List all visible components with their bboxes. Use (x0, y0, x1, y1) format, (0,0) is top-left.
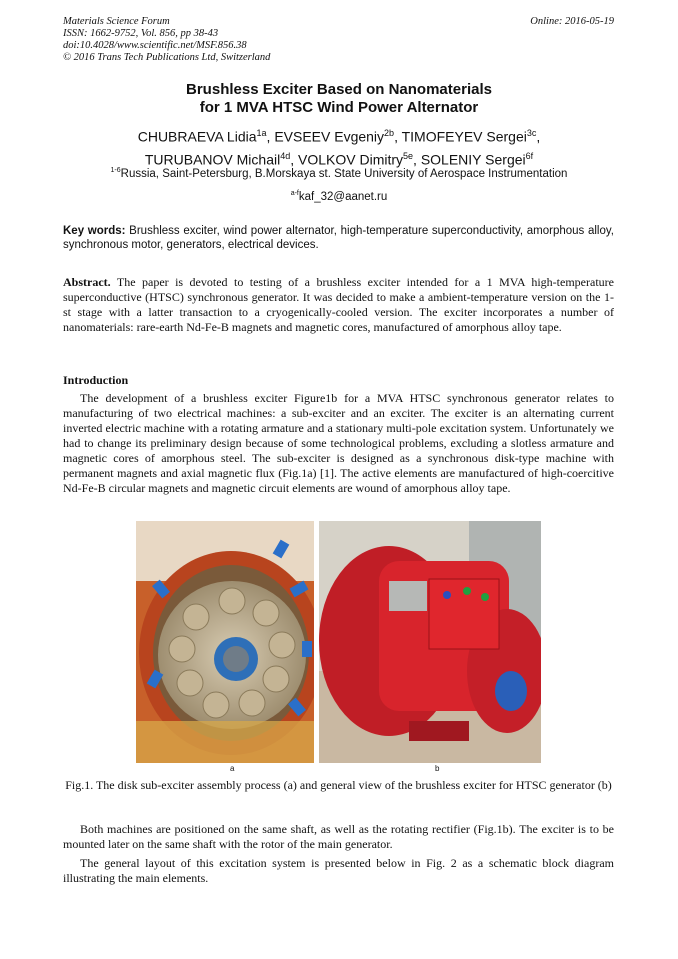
author-sup: 1a (256, 128, 267, 138)
figure-1a-photo (136, 521, 314, 763)
affiliation-sup: 1-6 (110, 167, 121, 174)
author-sup: 4d (280, 150, 291, 161)
author-name: SOLENIY Sergei (420, 151, 526, 168)
author-sep: , (536, 128, 541, 145)
affiliation-text: Russia, Saint-Petersburg, B.Morskaya st. State University of Aerospace Instrumentation (120, 167, 568, 180)
shaft-coupling (495, 671, 527, 711)
author-name: EVSEEV Evgeniy (274, 128, 385, 145)
title-line-1: Brushless Exciter Based on Nanomaterials (186, 81, 492, 98)
keywords-text: Brushless exciter, wind power alternator, high-temperature superconductivity, amorphous alloy, synchronous motor, generators, electrical devices. (63, 225, 614, 251)
email-sup: a-f (290, 190, 299, 197)
author-name: TIMOFEYEV Sergei (401, 128, 527, 145)
abstract-text: The paper is devoted to testing of a brushless exciter intended for a 1 MVA high-temperature superconductive (HTSC) synchronous generator. It was decided to make a ambient-temperature version on the 1-st stage with a latter transaction to a cryogenically-cooled version. The exciter incorporates a number of nanomaterials: rare-earth Nd-Fe-B magnets and magnetic cores, manufactured of amorphous alloy tape. (63, 275, 614, 334)
title-line-2: for 1 MVA HTSC Wind Power Alternator (199, 99, 479, 116)
figure-1b-photo (319, 521, 541, 763)
paper-title (0, 81, 678, 117)
author-line-2 (0, 147, 678, 170)
author-sep: , (266, 128, 275, 145)
online-date: Online: 2016-05-19 (530, 16, 614, 27)
author-sep: , (290, 151, 299, 168)
author-name: VOLKOV Dimitry (298, 151, 404, 168)
foreground-parts (136, 721, 314, 763)
author-sep: , (394, 128, 402, 145)
journal-name: Materials Science Forum (63, 16, 170, 27)
author-sep: , (413, 151, 421, 168)
motor-base (409, 721, 469, 741)
author-name: CHUBRAEVA Lidia (137, 128, 257, 145)
author-sup: 5e (403, 150, 414, 161)
author-list (0, 124, 678, 169)
affiliation (0, 167, 678, 180)
author-sup: 2b (384, 128, 395, 138)
connector-box (389, 581, 427, 611)
figure-label-b: b (435, 764, 440, 773)
shaft (223, 646, 249, 672)
section-heading: Introduction (63, 373, 129, 387)
keywords-label: Key words: (63, 225, 126, 237)
author-line-1 (0, 124, 678, 147)
intro-paragraph-3: The general layout of this excitation system is presented below in Fig. 2 as a schematic block diagram illustrating the main elements. (63, 856, 614, 885)
keywords (63, 224, 614, 252)
figure-label-a: a (230, 764, 235, 773)
issn: ISSN: 1662-9752, Vol. 856, pp 38-43 (63, 28, 219, 39)
abstract (63, 275, 614, 335)
doi: doi:10.4028/www.scientific.net/MSF.856.38 (63, 40, 247, 51)
figure-caption: Fig.1. The disk sub-exciter assembly process (a) and general view of the brushless exciter for HTSC generator (b) (65, 778, 612, 792)
journal-header (63, 16, 270, 64)
intro-paragraph-2: Both machines are positioned on the same shaft, as well as the rotating rectifier (Fig.1b). The exciter is to be mounted later on the same shaft with the rotor of the main generator. (63, 822, 614, 851)
email (0, 190, 678, 203)
abstract-label: Abstract. (63, 275, 111, 289)
intro-paragraph-1: The development of a brushless exciter Figure1b for a MVA HTSC synchronous generator relates to manufacturing of two electrical machines: a sub-exciter and an exciter. The exciter is an alternating current inverted electric machine with a rotating armature and a stationary multi-pole excitation system. Unfortunately we had to change its preliminary design because of some technological problems, excluding a slotless armature and magnetic cores of amorphous steel. The sub-exciter is designed as a synchronous disk-type machine with permanent magnets and axial magnetic flux (Fig.1a) [1]. The active elements are manufactured of high-coercitive Nd-Fe-B circular magnets and magnetic circuit elements are wound of amorphous alloy tape. (63, 391, 614, 495)
author-sup: 6f (525, 150, 534, 161)
email-text[interactable]: kaf_32@aanet.ru (298, 190, 388, 203)
author-name: TURUBANOV Michail (144, 151, 281, 168)
author-sup: 3c (526, 128, 537, 138)
copyright: © 2016 Trans Tech Publications Ltd, Switzerland (63, 52, 271, 63)
